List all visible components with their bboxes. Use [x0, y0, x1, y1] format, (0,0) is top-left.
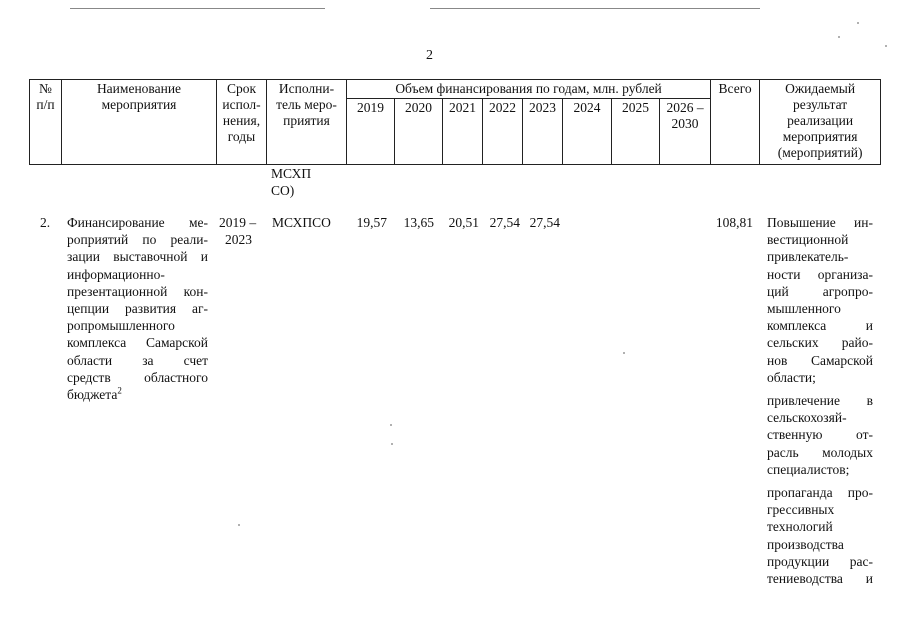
activity-name-line: информационно-: [67, 266, 165, 282]
header-year: 2024: [563, 99, 612, 165]
result-line: Повышение ин-: [767, 215, 873, 230]
funding-total: 108,81: [715, 215, 753, 230]
activity-name-line: роприятий по реали-: [67, 232, 208, 248]
scan-speck: [238, 524, 240, 526]
row-number: 2.: [40, 215, 51, 230]
header-year: 2022: [483, 99, 523, 165]
result-line: расль молодых: [767, 444, 873, 460]
period-line: 2023: [225, 232, 252, 248]
result-paragraph: [767, 392, 873, 478]
scan-speck: [885, 45, 887, 47]
scan-speck: [857, 22, 859, 24]
result-line: ственную от-: [767, 427, 873, 443]
activity-name-line: Финансирование ме-: [67, 215, 208, 230]
result-line: нов Самарской: [767, 352, 873, 368]
result-line: комплекса и: [767, 318, 873, 334]
executor-continuation-line: МСХП: [271, 166, 312, 181]
activity-name-line: области за счет: [67, 352, 208, 368]
plan-table-header: [29, 79, 881, 165]
result-paragraph: [767, 214, 873, 386]
result-line: привлечение в: [767, 393, 873, 409]
funding-2021: 20,51: [448, 215, 479, 230]
header-year: 2025: [612, 99, 660, 165]
period-line: 2019 –: [219, 215, 257, 230]
header-name: Наименование мероприятия: [62, 80, 217, 165]
execution-period: [219, 214, 259, 248]
executor-continuation: [271, 165, 341, 199]
header-executor: Исполни-тель меро-приятия: [267, 80, 347, 165]
footnote-marker: 2: [117, 385, 122, 396]
funding-2019: 19,57: [356, 215, 387, 230]
scan-speck: [838, 36, 840, 38]
result-line: ций агропро-: [767, 283, 873, 299]
scan-speck: [391, 443, 393, 445]
expected-result: [767, 214, 873, 593]
header-num: № п/п: [30, 80, 62, 165]
activity-name-line: средств областного: [67, 369, 208, 385]
result-line: области;: [767, 369, 816, 385]
header-term: Срок испол-нения, годы: [217, 80, 267, 165]
activity-name-line: комплекса Самарской: [67, 335, 208, 351]
executor-continuation-line: СО): [271, 183, 295, 199]
result-line: специалистов;: [767, 461, 850, 477]
result-line: производства: [767, 536, 844, 552]
funding-2023: 27,54: [529, 215, 560, 230]
scan-speck: [390, 424, 392, 426]
result-line: пропаганда про-: [767, 485, 873, 501]
result-line: мышленного: [767, 301, 841, 317]
result-line: продукции рас-: [767, 553, 873, 569]
funding-2020: 13,65: [403, 215, 434, 230]
executor: МСХПСО: [272, 215, 331, 230]
activity-name-line: зации выставочной и: [67, 249, 208, 265]
activity-name-line: презентационной кон-: [67, 283, 208, 299]
scan-speck: [623, 352, 625, 354]
activity-name-last-line: [67, 386, 208, 403]
result-line: тениеводства и: [767, 571, 873, 587]
header-year: 2021: [443, 99, 483, 165]
result-line: технологий: [767, 519, 833, 535]
activity-name-line: бюджета: [67, 387, 118, 403]
activity-name-line: ропромышленного: [67, 318, 175, 334]
result-line: привлекатель-: [767, 249, 849, 265]
result-line: вестиционной: [767, 232, 849, 248]
activity-name-line: цепции развития аг-: [67, 301, 208, 317]
top-scan-line: [430, 8, 760, 9]
header-year: 2020: [395, 99, 443, 165]
header-result: Ожидаемый результат реализации мероприятия (мероприятий): [760, 80, 881, 165]
header-year: 2026 – 2030: [660, 99, 711, 165]
funding-2022: 27,54: [489, 215, 520, 230]
activity-name: [67, 214, 208, 403]
header-total: Всего: [711, 80, 760, 165]
result-line: грессивных: [767, 502, 835, 518]
result-line: ности организа-: [767, 266, 873, 282]
top-scan-line: [70, 8, 325, 9]
result-line: сельскохозяй-: [767, 410, 847, 426]
result-paragraph: [767, 484, 873, 587]
header-funding-group: Объем финансирования по годам, млн. рублей: [347, 80, 711, 99]
result-line: сельских райо-: [767, 335, 873, 351]
header-year: 2023: [523, 99, 563, 165]
header-year: 2019: [347, 99, 395, 165]
